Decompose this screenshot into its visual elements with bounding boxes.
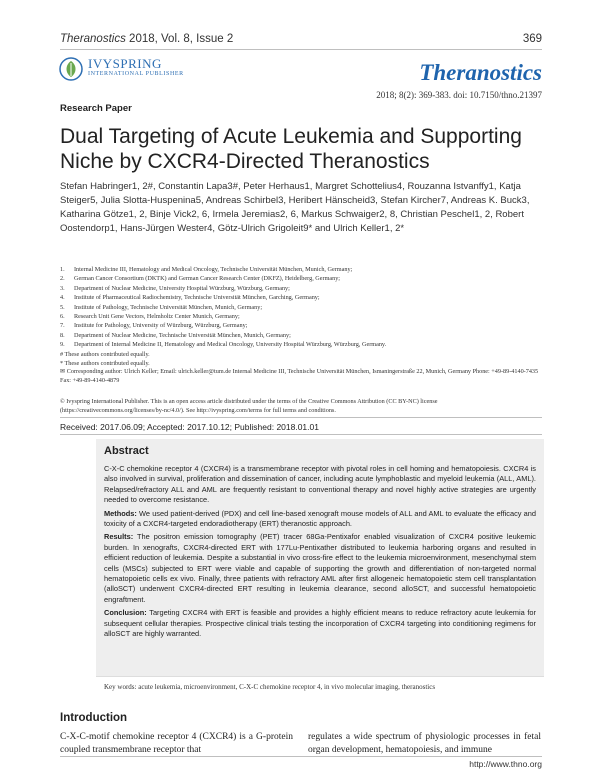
dates-bottom-rule [60,434,542,435]
abstract-results: Results: The positron emission tomography (PET) tracer 68Ga-Pentixafor enabled visualization of CXCR4 positive leukemic burden. In xenografts, CXCR4-directed ERT with 177Lu-Pentixather distributed to leukemia harboring organs and resulted in efficient reduction of leukemia. Despite a substantial in vivo cross-fire effect to the leukemia microenvironment, mesenchymal stem cells (MSCs) subjected to ERT were viable and capable of supporting the growth and differentiation of non-targeted normal hematopoietic cells ex vivo. Finally, three patients with refractory AML after first allogeneic hematopoietic stem cell transplantation (alloSCT) underwent CXCR4-directed ERT resulting in leukemia clearance, second alloSCT, and successful hematopoietic engraftment. [104,532,536,604]
ivy-leaf-icon [58,56,84,82]
keywords: Key words: acute leukemia, microenvironment, C-X-C chemokine receptor 4, in vivo molecular imaging, theranostics [104,683,436,691]
affiliation-item: 9. Department of Internal Medicine II, Hematology and Medical Oncology, University Hospital Würzburg, Würzburg, Germany. [60,341,387,349]
journal-name: Theranostics [60,33,126,45]
keywords-box [96,676,544,707]
body-column-left: C-X-C-motif chemokine receptor 4 (CXCR4) is a G-protein coupled transmembrane receptor that [60,732,293,755]
affiliation-item: 1. Internal Medicine III, Hematology and Medical Oncology, Technische Universität München, Munich, Germany; [60,266,353,273]
publisher-logo[interactable] [58,56,218,86]
abstract-heading: Abstract [104,445,149,457]
affiliation-item: 8. Department of Nuclear Medicine, Technische Universität München, Munich, Germany; [60,331,291,339]
body-column-right: regulates a wide spectrum of physiologic processes in fetal organ development, hematopoiesis, and immune [308,732,541,755]
abstract-conclusion: Conclusion: Targeting CXCR4 with ERT is feasible and provides a highly efficient means to reduce refractory acute leukemia for subsequent cellular therapies. Prospective clinical trials testing the incorporation of CXCR4 targeting into conditioning regimens for alloSCT are highly warranted. [104,608,537,639]
correspondence-text: Corresponding author: Ulrich Keller; Email: ulrich.keller@tum.de Internal Medicine III, Technische Universität München, Ismaningerstraße 22, Munich, Germany Phone: +49-89-4140-7435 Fax: +49-89-4140-4879 [60,368,539,385]
journal-issue: 2018, Vol. 8, Issue 2 [129,33,234,45]
affiliation-item: 3. Department of Nuclear Medicine, University Hospital Würzburg, Würzburg, Germany; [60,284,290,292]
affiliation-item: 5. Institute of Pathology, Technische Universität München, Munich, Germany; [60,303,263,311]
affiliation-item: 7. Institute for Pathology, University of Würzburg, Würzburg, Germany; [60,322,248,330]
correspondence [60,367,540,386]
header-rule [60,49,542,50]
dates-top-rule [60,417,542,418]
paper-title: Dual Targeting of Acute Leukemia and Supporting Niche by CXCR4-Directed Theranostics [60,125,522,173]
copyright-notice: © Ivyspring International Publisher. This is an open access article distributed under the terms of the Creative Commons Attribution (CC BY-NC) license (https://creativecommons.org/licenses/by-nc/4.0/). See http://ivyspring.com/terms for full terms and conditions. [60,398,438,415]
publisher-subtitle: INTERNATIONAL PUBLISHER [88,71,184,77]
author-note: # These authors contributed equally. [60,350,150,358]
footer-url[interactable]: http://www.thno.org [469,759,542,769]
running-header [60,33,233,45]
introduction-heading: Introduction [60,712,128,724]
page-number: 369 [522,33,542,45]
affiliation-item: 2. German Cancer Consortium (DKTK) and German Cancer Research Center (DKFZ), Heidelberg, Germany; [60,275,341,283]
abstract-body [104,464,536,643]
envelope-icon: ✉ [60,368,66,375]
affiliation-item: 4. Institute of Pharmaceutical Radiochemistry, Technische Universität München, Garching, Germany; [60,294,320,302]
abstract-box [96,439,544,684]
affiliation-item: 6. Research Unit Gene Vectors, Helmholtz Center Munich, Germany; [60,313,240,321]
publication-dates: Received: 2017.06.09; Accepted: 2017.10.12; Published: 2018.01.01 [60,422,319,432]
doi-line[interactable]: 2018; 8(2): 369-383. doi: 10.7150/thno.21397 [376,90,542,100]
author-note: * These authors contributed equally. [60,360,150,368]
paper-type: Research Paper [60,103,132,114]
journal-brand[interactable]: Theranostics [419,60,542,85]
footer-rule [60,756,542,757]
abstract-intro: C-X-C chemokine receptor 4 (CXCR4) is a transmembrane receptor with pivotal roles in cell homing and hematopoiesis. CXCR4 is also involved in survival, proliferation and dissemination of cancer, including acute lymphoblastic and myeloid leukemia (ALL, AML). Relapsed/refractory ALL and AML are frequently resistant to conventional therapy and novel highly active strategies are urgently needed to overcome resistance. [104,464,536,505]
abstract-methods: Methods: We used patient-derived (PDX) and cell line-based xenograft mouse models of ALL and AML to evaluate the efficacy and toxicity of a CXCR4-targeted endoradiotherapy (ERT) theranostic approach. [104,508,536,529]
publisher-name: IVYSPRING [88,56,162,71]
affiliations [60,265,540,368]
author-list: Stefan Habringer1, 2#, Constantin Lapa3#, Peter Herhaus1, Margret Schottelius4, Rouzanna Istvanffy1, Katja Steiger5, Julia Slotta-Huspenina5, Andreas Schirbel3, Heribert Hänscheid3, Stefan Kircher7, Andreas K. Buck3, Katharina Götze1, 2, Binje Vick2, 6, Irmela Jeremias2, 6, Markus Schwaiger2, 8, Christian Peschel1, 2, Robert Oostendorp1, Hans-Jürgen Wester4, Götz-Ulrich Grigoleit9* and Ulrich Keller1, 2* [60,181,530,234]
